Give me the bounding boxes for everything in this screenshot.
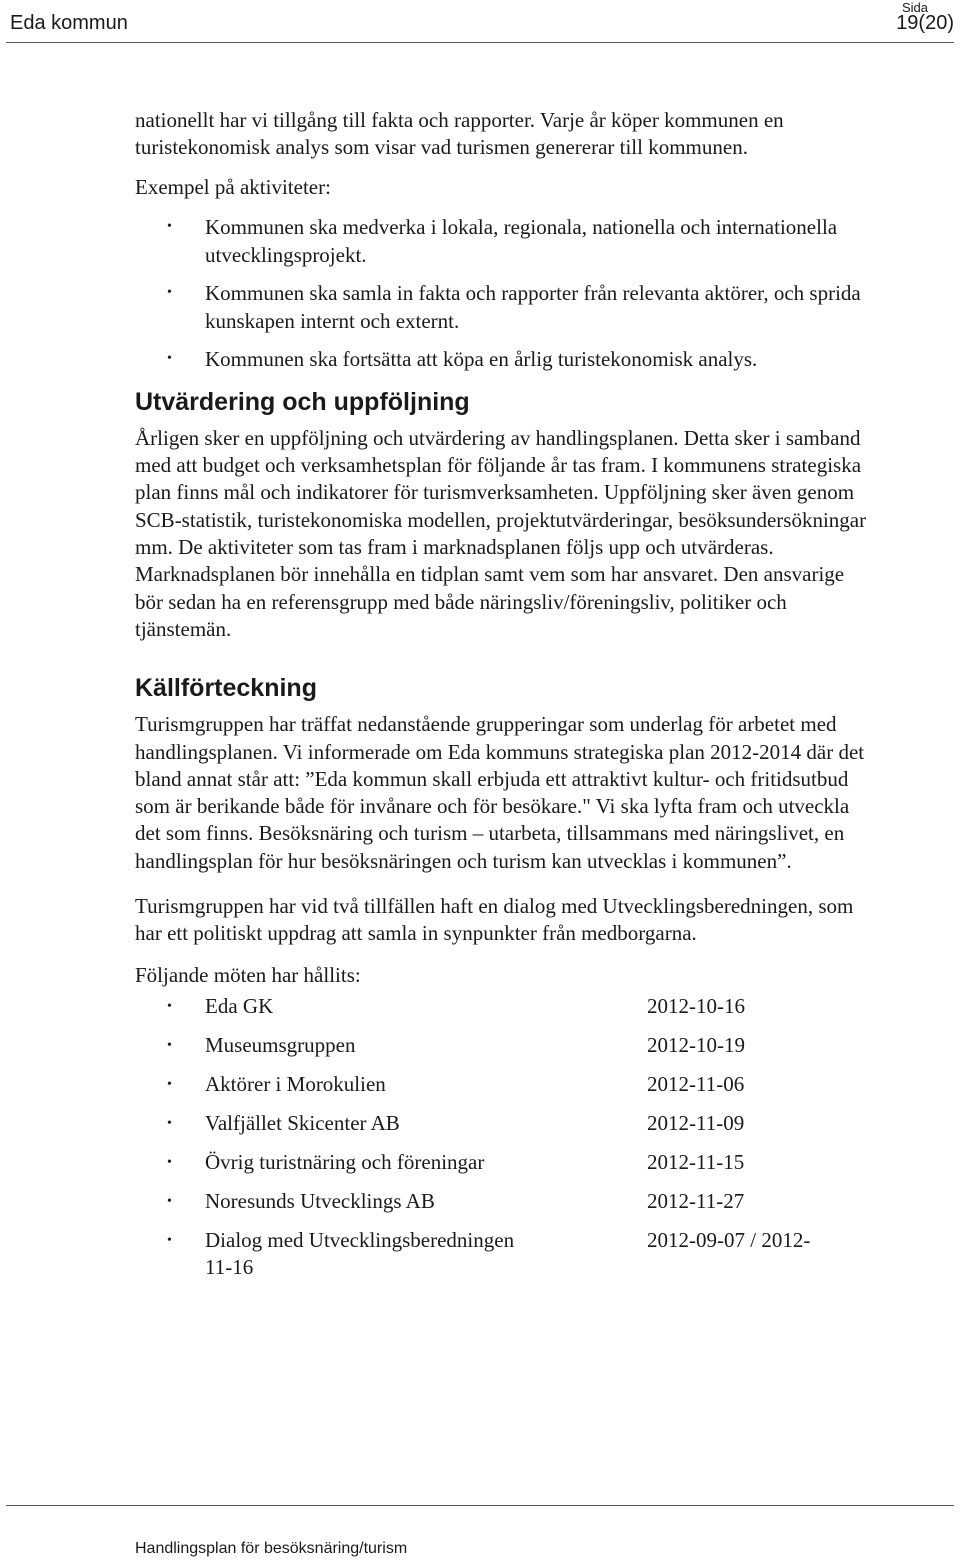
footer-title: Handlingsplan för besöksnäring/turism	[135, 1540, 408, 1557]
header-organization: Eda kommun	[10, 12, 128, 34]
meetings-list	[135, 993, 875, 1281]
meeting-row	[135, 1227, 875, 1281]
list-item: • Kommunen ska fortsätta att köpa en årlig turistekonomisk analys.	[135, 345, 875, 373]
meeting-row	[135, 1188, 875, 1215]
meeting-name-text: Dialog med Utvecklingsberedningen	[205, 1227, 515, 1252]
header-divider	[6, 42, 954, 43]
meeting-row	[135, 993, 875, 1020]
meeting-name: Noresunds Utvecklings AB	[205, 1188, 435, 1213]
meeting-row	[135, 1110, 875, 1137]
meeting-name: Museumsgruppen	[205, 1032, 356, 1057]
list-item: • Kommunen ska medverka i lokala, regionala, nationella och internationella utvecklingsprojekt.	[135, 213, 875, 269]
meeting-date: 2012-11-09	[647, 1110, 745, 1135]
intro-paragraph: nationellt har vi tillgång till fakta och rapporter. Varje år köper kommunen en turistekonomisk analys som visar vad turismen genererar till kommunen.	[135, 108, 784, 160]
meeting-date: 2012-11-15	[647, 1149, 745, 1174]
meeting-row	[135, 1071, 875, 1098]
meeting-row	[135, 1032, 875, 1059]
meeting-name: Övrig turistnäring och föreningar	[205, 1149, 485, 1174]
meeting-name: Aktörer i Morokulien	[205, 1071, 386, 1096]
dialog-paragraph: Turismgruppen har vid två tillfällen haft en dialog med Utvecklingsberedningen, som har ett politiskt uppdrag att samla in synpunkter från medborgarna.	[135, 894, 854, 946]
meeting-row	[135, 1149, 875, 1176]
activity-list	[135, 213, 875, 373]
header-page-number: 19(20)	[896, 12, 954, 34]
meetings-heading: Följande möten har hållits:	[135, 962, 361, 987]
sources-heading: Källförteckning	[135, 674, 317, 703]
meeting-name: Valfjället Skicenter AB	[205, 1110, 400, 1135]
meeting-date: 2012-09-07 / 2012-	[647, 1227, 811, 1252]
meeting-date-continuation: 11-16	[205, 1254, 254, 1279]
meeting-date: 2012-11-06	[647, 1071, 745, 1096]
evaluation-paragraph: Årligen sker en uppföljning och utvärdering av handlingsplanen. Detta sker i samband med att budget och verksamhetsplan för följande år tas fram. I kommunens strategiska plan finns mål och indikatorer för turismverksamheten. Uppföljning sker även genom SCB-statistik, turistekonomiska modellen, projektutvärderingar, besöksundersökningar mm. De aktiviteter som tas fram i marknadsplanen följs upp och utvärderas. Marknadsplanen bör innehålla en tidplan samt vem som har ansvaret. Den ansvarige bör sedan ha en referensgrupp med både näringsliv/föreningsliv, politiker och tjänstemän.	[135, 425, 867, 641]
list-item: • Kommunen ska samla in fakta och rapporter från relevanta aktörer, och sprida kunskapen internt och externt.	[135, 279, 875, 335]
meeting-date: 2012-10-19	[647, 1032, 745, 1057]
sources-paragraph: Turismgruppen har träffat nedanstående grupperingar som underlag för arbetet med handlingsplanen. Vi informerade om Eda kommuns strategiska plan 2012-2014 där det bland annat står att: ”Eda kommun skall erbjuda ett attraktivt kultur- och fritidsutbud som är berikande både för invånare och för besökare." Vi ska lyfta fram och utveckla det som finns. Besöksnäring och turism – utarbeta, tillsammans med näringslivet, en handlingsplan för hur besöksnäringen och turism kan utvecklas i kommunen”.	[135, 712, 865, 873]
meeting-name	[205, 1227, 590, 1281]
footer-divider	[6, 1505, 954, 1506]
evaluation-heading: Utvärdering och uppföljning	[135, 387, 470, 416]
examples-heading: Exempel på aktiviteter:	[135, 174, 331, 199]
meeting-date: 2012-11-27	[647, 1188, 745, 1213]
meeting-date: 2012-10-16	[647, 993, 745, 1018]
document-body	[135, 107, 875, 1293]
meeting-name: Eda GK	[205, 993, 274, 1018]
header-page-label: Sida	[901, 0, 928, 15]
